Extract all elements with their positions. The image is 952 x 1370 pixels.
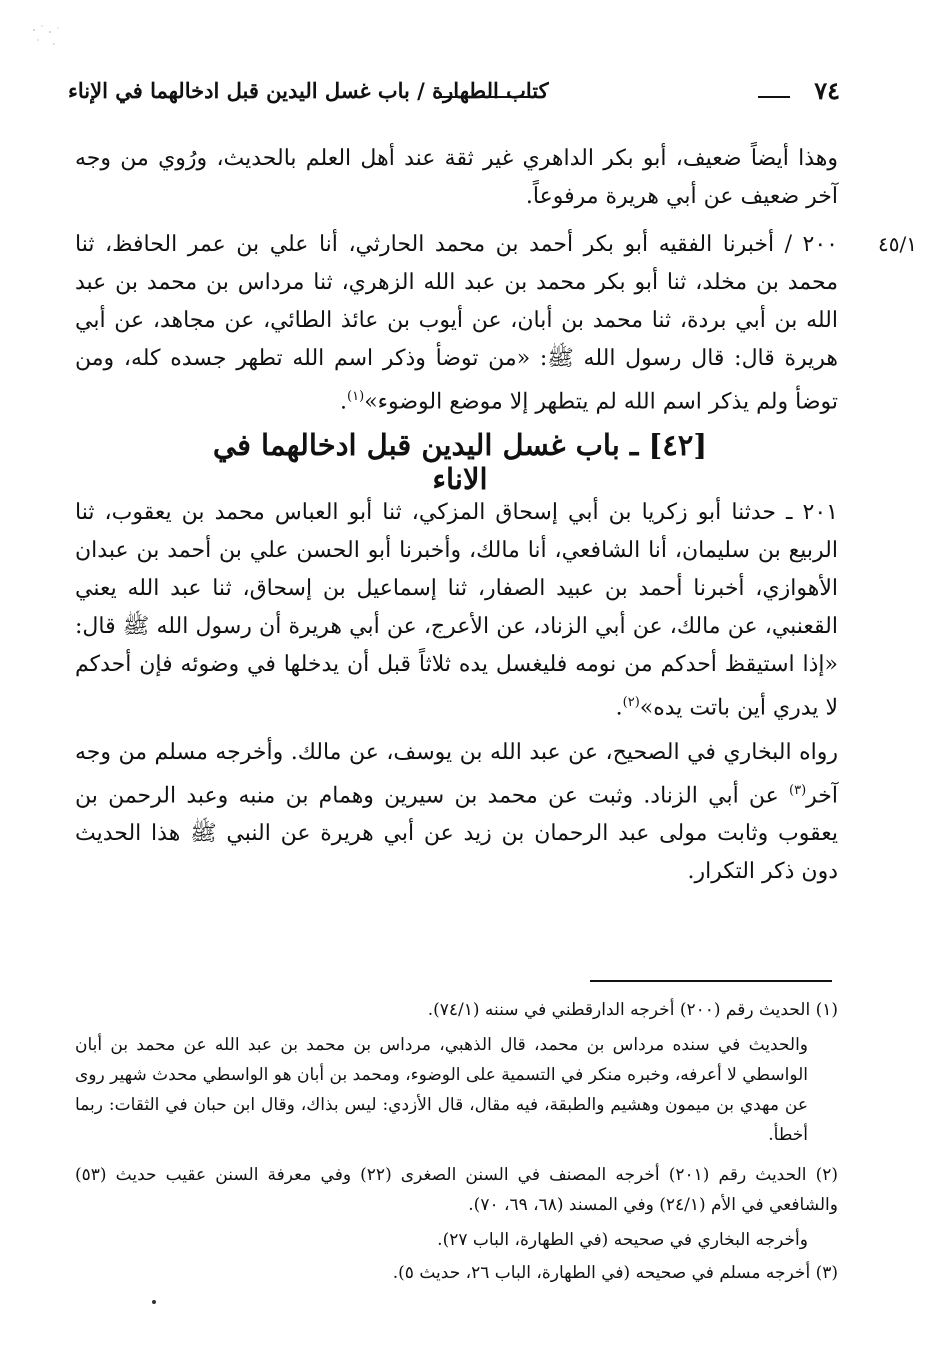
hadith-200-text: ٢٠٠ / أخبرنا الفقيه أبو بكر أحمد بن محمد الحارثي، أنا علي بن عمر الحافظ، ثنا محمد بن مخلد، ثنا أبو بكر محمد بن عبد الله الزهري، ثنا مرداس بن محمد بن عبد الله بن أبي بردة، ثنا محمد بن أبان، عن أيوب بن عائذ الطائي، عن مجاهد، عن أبي هريرة قال: قال رسول الله ﷺ: «من توضأ وذكر اسم الله تطهر جسده كله، ومن توضأ ولم يذكر اسم الله لم يتطهر إلا موضع الوضوء» [75,232,838,415]
hadith-201-text: ٢٠١ ـ حدثنا أبو زكريا بن أبي إسحاق المزكي، ثنا أبو العباس محمد بن يعقوب، ثنا الربيع بن سليمان، أنا الشافعي، أنا مالك، وأخبرنا أبو الحسن علي بن أحمد بن عبدان الأهوازي، أخبرنا أحمد بن عبيد الصفار، ثنا إسماعيل بن إسحاق، ثنا عبد الله يعني القعنبي، عن مالك، عن أبي الزناد، عن الأعرج، عن أبي هريرة أن رسول الله ﷺ قال: «إذا استيقظ أحدكم من نومه فليغسل يده ثلاثاً قبل أن يدخلها في وضوئه فإن أحدكم لا يدري أين باتت يده» [75,500,838,721]
paragraph-hadith-200 [75,226,838,421]
scan-speckle [28,22,64,52]
page-dot-mark [152,1300,156,1304]
footnote-separator [590,980,832,982]
footnote-1-note: والحديث في سنده مرداس بن محمد، قال الذهبي، مرداس بن محمد بن عبد الله عن محمد بن أبان الواسطي لا أعرفه، وخبره منكر في التسمية على الوضوء، ومحمد بن أبان هو الواسطي محدث شهير روى عن مهدي بن ميمون وهشيم والطبقة، فيه مقال، قال الأزدي: ليس بذاك، وقال ابن حبان في الثقات: ربما أخطأ. [75,1035,808,1145]
running-title: كتاب الطهارة / باب غسل اليدين قبل ادخالهما في الإناء [68,78,549,103]
footnote-ref-3[interactable]: (٣) [789,783,807,798]
footnote-ref-2[interactable]: (٢) [622,695,640,710]
margin-reference: ٤٥/١ [878,232,917,256]
paragraph-commentary [75,734,838,891]
footnote-2-note: وأخرجه البخاري في صحيحه (في الطهارة، الباب ٢٧). [437,1230,808,1250]
footnote-ref-1[interactable]: (١) [347,389,365,404]
paragraph-hadith-201 [75,494,838,727]
footnote-3: (٣) أخرجه مسلم في صحيحه (في الطهارة، الباب ٢٦، حديث ٥). [392,1263,838,1283]
hadith-200-end: . [340,389,348,415]
footnote-1: (١) الحديث رقم (٢٠٠) أخرجه الدارقطني في سننه (٧٤/١). [427,1000,838,1020]
hadith-201-end: . [615,695,623,721]
paragraph-intro: وهذا أيضاً ضعيف، أبو بكر الداهري غير ثقة عند أهل العلم بالحديث، ورُوي من وجه آخر ضعيف عن أبي هريرة مرفوعاً. [75,146,838,209]
header-rule-right [758,96,790,98]
chapter-heading: [٤٢] ـ باب غسل اليدين قبل ادخالهما في الاناء [212,428,708,496]
commentary-text-b: عن أبي الزناد. وثبت عن محمد بن سيرين وهمام بن منبه وعبد الرحمن بن يعقوب وثابت مولى عبد الرحمان بن زيد عن أبي هريرة عن النبي ﷺ هذا الحديث دون ذكر التكرار. [75,783,838,885]
page-number: ٧٤ [814,76,840,105]
commentary-text-a: رواه البخاري في الصحيح، عن عبد الله بن يوسف، عن مالك. وأخرجه مسلم من وجه آخر [75,740,838,809]
footnote-2: (٢) الحديث رقم (٢٠١) أخرجه المصنف في السنن الصغرى (٢٢) وفي معرفة السنن عقيب حديث (٥٣) والشافعي في الأم (٢٤/١) وفي المسند (٦٨، ٦٩، ٧٠). [75,1165,838,1215]
running-header [60,74,850,114]
